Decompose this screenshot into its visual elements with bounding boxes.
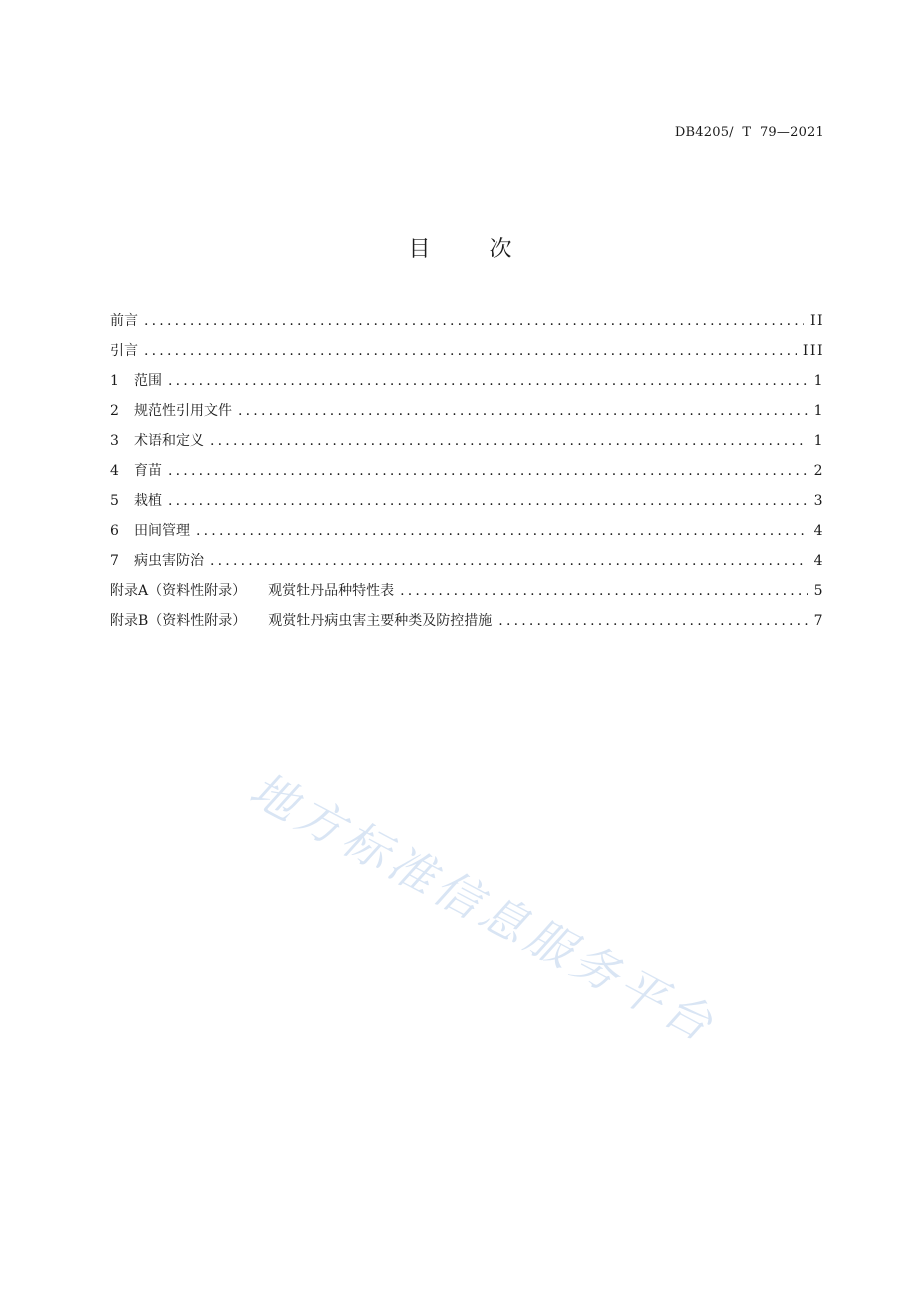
toc-entry-text: 前言 bbox=[110, 313, 138, 329]
toc-appendix-label: 附录A（资料性附录） bbox=[110, 583, 247, 599]
toc-page-number: III bbox=[802, 343, 824, 359]
toc-page-number: 7 bbox=[813, 613, 824, 629]
toc-appendix-label: 附录B（资料性附录） bbox=[110, 613, 247, 629]
toc-entry-appendix-a[interactable] bbox=[110, 580, 824, 610]
toc-entry-number: 1 bbox=[110, 373, 119, 389]
toc-entry-text: 育苗 bbox=[134, 463, 162, 479]
toc-entry-text: 病虫害防治 bbox=[134, 553, 204, 569]
toc-page-number: 1 bbox=[813, 403, 824, 419]
toc-entry-text: 规范性引用文件 bbox=[134, 403, 232, 419]
toc-leader-dots bbox=[238, 403, 808, 419]
toc-entry-number: 2 bbox=[110, 403, 119, 419]
toc-entry-foreword[interactable] bbox=[110, 310, 824, 340]
toc-entry-text: 引言 bbox=[110, 343, 138, 359]
toc-page-number: 5 bbox=[813, 583, 824, 599]
toc-page-number: 3 bbox=[813, 493, 824, 509]
toc-entry-terms-definitions[interactable] bbox=[110, 430, 824, 460]
toc-entry-introduction[interactable] bbox=[110, 340, 824, 370]
toc-entry-number: 5 bbox=[110, 493, 119, 509]
toc-appendix-title: 观赏牡丹病虫害主要种类及防控措施 bbox=[268, 613, 493, 629]
toc-entry-text: 范围 bbox=[134, 373, 162, 389]
toc-leader-dots bbox=[144, 313, 804, 329]
toc-entry-field-management[interactable] bbox=[110, 520, 824, 550]
toc-entry-number: 6 bbox=[110, 523, 119, 539]
toc-page-number: II bbox=[809, 313, 824, 329]
toc-entry-text: 术语和定义 bbox=[134, 433, 204, 449]
toc-leader-dots bbox=[400, 583, 807, 599]
toc-entry-normative-references[interactable] bbox=[110, 400, 824, 430]
toc-entry-text: 栽植 bbox=[134, 493, 162, 509]
toc-entry-number: 4 bbox=[110, 463, 119, 479]
toc-leader-dots bbox=[498, 613, 807, 629]
toc-title: 目 次 bbox=[408, 237, 538, 262]
toc-leader-dots bbox=[168, 373, 808, 389]
toc-page-number: 4 bbox=[813, 553, 824, 569]
toc-leader-dots bbox=[210, 433, 808, 449]
document-code: DB4205/ T 79—2021 bbox=[674, 125, 824, 140]
toc-page-number: 1 bbox=[813, 373, 824, 389]
toc-leader-dots bbox=[196, 523, 808, 539]
toc-entry-planting[interactable] bbox=[110, 490, 824, 520]
toc-page-number: 2 bbox=[813, 463, 824, 479]
toc-entry-number: 7 bbox=[110, 553, 119, 569]
toc-page-number: 4 bbox=[813, 523, 824, 539]
watermark: 地方标准信息服务平台 bbox=[241, 761, 726, 1054]
toc-entry-appendix-b[interactable] bbox=[110, 610, 824, 640]
toc-appendix-title: 观赏牡丹品种特性表 bbox=[268, 583, 395, 599]
toc-entry-seedling[interactable] bbox=[110, 460, 824, 490]
toc-entry-scope[interactable] bbox=[110, 370, 824, 400]
toc-leader-dots bbox=[168, 493, 808, 509]
table-of-contents bbox=[110, 310, 824, 640]
toc-entry-text: 田间管理 bbox=[134, 523, 190, 539]
toc-page-number: 1 bbox=[813, 433, 824, 449]
toc-leader-dots bbox=[210, 553, 808, 569]
toc-entry-number: 3 bbox=[110, 433, 119, 449]
toc-entry-pest-control[interactable] bbox=[110, 550, 824, 580]
toc-leader-dots bbox=[144, 343, 797, 359]
toc-leader-dots bbox=[168, 463, 808, 479]
